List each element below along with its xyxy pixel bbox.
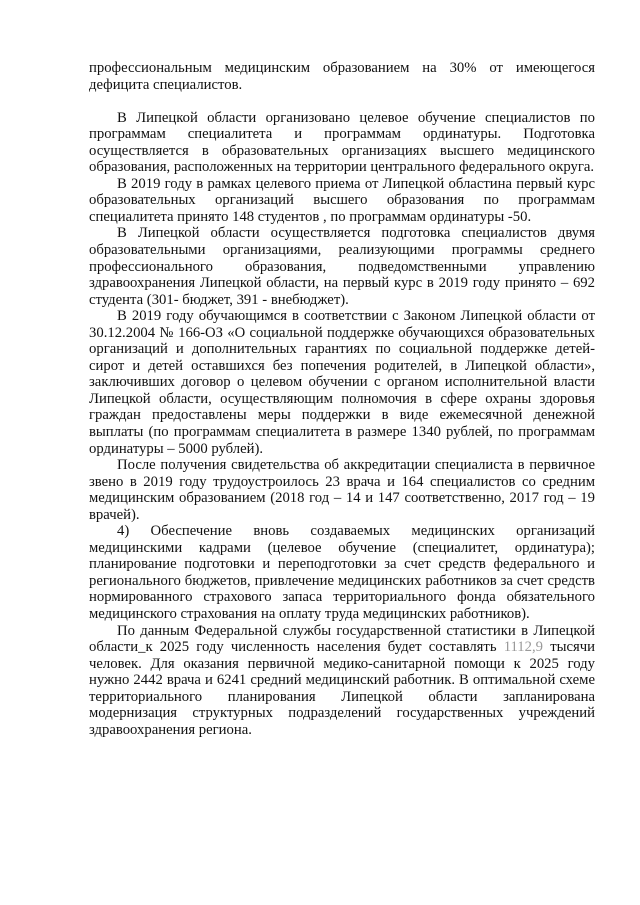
population-value: 1112,9 <box>503 639 544 656</box>
document-body <box>89 60 595 738</box>
paragraph-employment: После получения свидетельства об аккредитации специалиста в первичное звено в 2019 году трудоустроилось 23 врача и 164 специалистов со средним медицинским образованием (2018 год – 14 и 147 соответственно, 2017 год – 19 врачей). <box>89 457 595 523</box>
population-text-end: тысячи человек. Для оказания первичной медико-санитарной помощи к 2025 году нужно 2442 врача и 6241 средний медицинский работник. В оптимальной схеме территориального планирования Липецкой области запланирована модернизация структурных подразделений государственных учреждений здравоохранения региона. <box>89 639 595 738</box>
population-text-start: По данным Федеральной службы государственной статистики в Липецкой области_к 2025 году численность населения будет составлять <box>89 622 595 656</box>
paragraph-population-forecast <box>89 623 595 739</box>
paragraph-admission-2019: В 2019 году в рамках целевого приема от Липецкой областина первый курс образовательных организаций высшего образования по программам специалитета принято 148 студентов , по программам ординатуры -50. <box>89 175 595 225</box>
paragraph-secondary-education: В Липецкой области осуществляется подготовка специалистов двумя образовательными организациями, реализующими программы среднего профессионального образования, подведомственными управлению здравоохранения Липецкой области, на первый курс в 2019 году принято – 692 студента (301- бюджет, 391 - внебюджет). <box>89 225 595 308</box>
paragraph-social-support: В 2019 году обучающимся в соответствии с Законом Липецкой области от 30.12.2004 № 166-ОЗ «О социальной поддержке обучающихся образовательных организаций и дополнительных гарантиях по социальной поддержке детей-сирот и детей оставшихся без попечения родителей, в Липецкой области», заключивших договор о целевом обучении с органом исполнительной власти Липецкой области, осуществляющим полномочия в сфере охраны здоровья граждан предоставлены меры поддержки в виде ежемесячной денежной выплаты (по программам специалитета в размере 1340 рублей, по программам ординатуры – 5000 рублей). <box>89 308 595 457</box>
paragraph-continuation: профессиональным медицинским образованием на 30% от имеющегося дефицита специалистов. <box>89 60 595 93</box>
paragraph-item-4-staffing: 4) Обеспечение вновь создаваемых медицинских организаций медицинскими кадрами (целевое обучение (специалитет, ординатура); планирование подготовки и переподготовки за счет средств федерального и регионального бюджетов, привлечение медицинских работников за счет средств нормированного страхового запаса территориального фонда обязательного медицинского страхования на оплату труда медицинских работников). <box>89 523 595 622</box>
paragraph-targeted-training: В Липецкой области организовано целевое обучение специалистов по программам специалитета и программам ординатуры. Подготовка осуществляется в образовательных организациях высшего медицинского образования, расположенных на территории центрального федерального округа. <box>89 109 595 176</box>
